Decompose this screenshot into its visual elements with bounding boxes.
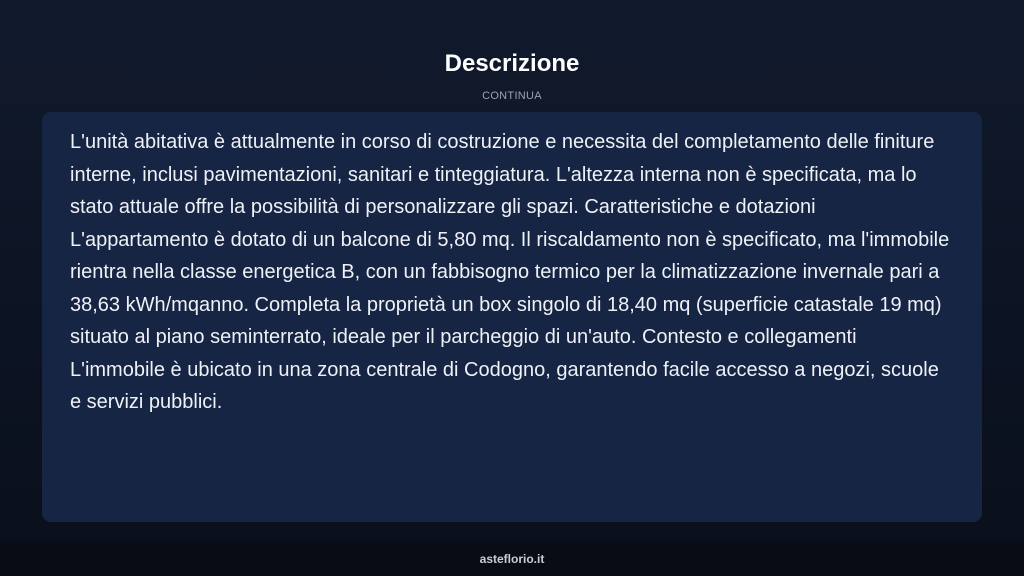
- page-title: Descrizione: [444, 50, 580, 77]
- footer-bar: [0, 543, 1024, 576]
- description-text: L'unità abitativa è attualmente in corso di costruzione e necessita del completamento delle finiture interne, inclusi pavimentazioni, sanitari e tinteggiatura. L'altezza interna non è specificata, ma lo stato attuale offre la possibilità di personalizzare gli spazi. Caratteristiche e dotazioni L'appartamento è dotato di un balcone di 5,80 mq. Il riscaldamento non è specificato, ma l'immobile rientra nella classe energetica B, con un fabbisogno termico per la climatizzazione invernale pari a 38,63 kWh/mqanno. Completa la proprietà un box singolo di 18,40 mq (superficie catastale 19 mq) situato al piano seminterrato, ideale per il parcheggio di un'auto. Contesto e collegamenti L'immobile è ubicato in una zona centrale di Codogno, garantendo facile accesso a negozi, scuole e servizi pubblici.: [70, 131, 950, 413]
- description-card: [42, 112, 982, 522]
- site-name: asteflorio.it: [479, 552, 545, 566]
- continue-label: CONTINUA: [482, 90, 542, 102]
